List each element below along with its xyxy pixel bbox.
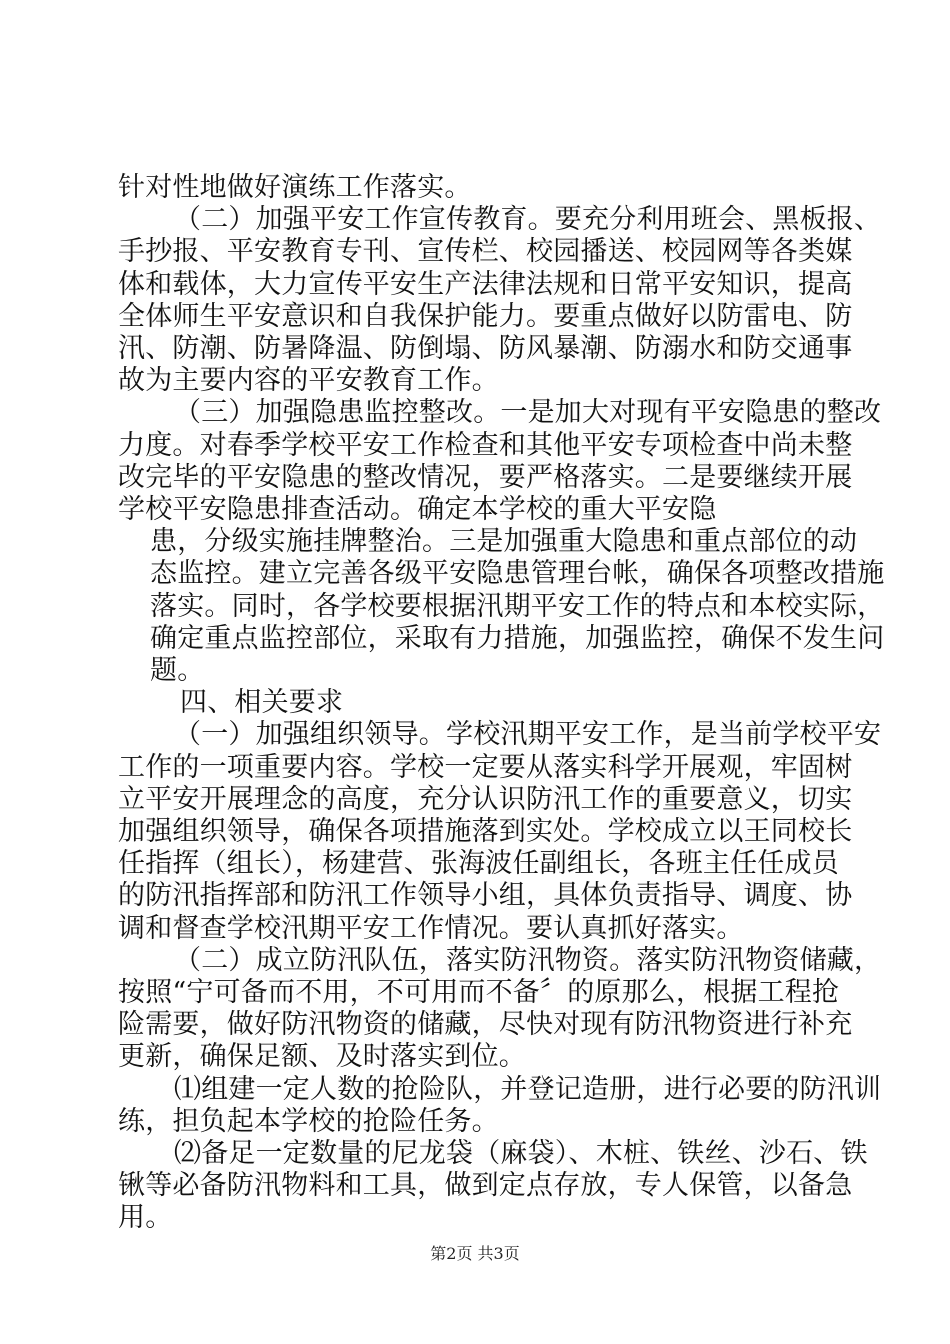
body-line: 练，担负起本学校的抢险任务。 (118, 1105, 499, 1137)
body-line: ⑴组建一定人数的抢险队，并登记造册，进行必要的防汛训 (174, 1073, 882, 1105)
body-line: 的防汛指挥部和防汛工作领导小组，具体负责指导、调度、协 (118, 880, 853, 912)
body-line: 汛、防潮、防暑降温、防倒塌、防风暴潮、防溺水和防交通事 (118, 333, 853, 364)
body-line: 全体师生平安意识和自我保护能力。要重点做好以防雷电、防 (118, 300, 853, 332)
body-line: 故为主要内容的平安教育工作。 (118, 365, 499, 397)
body-line: 立平安开展理念的高度，充分认识防汛工作的重要意义，切实 (118, 783, 853, 815)
body-line: 工作的一项重要内容。学校一定要从落实科学开展观，牢固树 (118, 751, 853, 783)
body-line: 态监控。建立完善各级平安隐患管理台帐，确保各项整改措施 (150, 558, 885, 590)
body-line: （一）加强组织领导。学校汛期平安工作，是当前学校平安 (174, 719, 882, 751)
body-line: 手抄报、平安教育专刊、宣传栏、校园播送、校园网等各类媒 (118, 236, 853, 268)
body-line: 任指挥（组长），杨建营、张海波任副组长，各班主任任成员 (118, 848, 839, 880)
section-heading: 四、相关要求 (180, 687, 344, 719)
body-line: 确定重点监控部位，采取有力措施，加强监控，确保不发生问 (150, 622, 885, 654)
body-line: 患，分级实施挂牌整治。三是加强重大隐患和重点部位的动 (150, 526, 858, 558)
body-line: 锹等必备防汛物料和工具，做到定点存放，专人保管，以备急 (118, 1170, 853, 1202)
body-line: （二）加强平安工作宣传教育。要充分利用班会、黑板报、 (174, 204, 882, 236)
body-line: （二）成立防汛队伍，落实防汛物资。落实防汛物资储藏， (174, 944, 882, 976)
body-line: 针对性地做好演练工作落实。 (118, 172, 472, 203)
body-line: ⑵备足一定数量的尼龙袋（麻袋）、木桩、铁丝、沙石、铁 (174, 1138, 868, 1169)
body-line: 学校平安隐患排查活动。确定本学校的重大平安隐 (118, 494, 717, 525)
body-line: 险需要，做好防汛物资的储藏，尽快对现有防汛物资进行补充 (118, 1009, 853, 1041)
body-line: 更新，确保足额、及时落实到位。 (118, 1041, 526, 1073)
body-line: （三）加强隐患监控整改。一是加大对现有平安隐患的整改 (174, 397, 882, 429)
body-line: 加强组织领导，确保各项措施落到实处。学校成立以王同校长 (118, 816, 853, 847)
body-line: 调和督查学校汛期平安工作情况。要认真抓好落实。 (118, 912, 744, 944)
page-number-footer: 第2页 共3页 (430, 1244, 520, 1263)
body-line: 按照“宁可备而不用，不可用而不备〞的原那么，根据工程抢 (118, 977, 840, 1008)
body-line: 体和载体，大力宣传平安生产法律法规和日常平安知识，提高 (118, 268, 853, 300)
body-line: 用。 (118, 1202, 173, 1234)
body-line: 落实。同时，各学校要根据汛期平安工作的特点和本校实际， (150, 590, 885, 622)
body-line: 题。 (150, 655, 205, 686)
body-line: 力度。对春季学校平安工作检查和其他平安专项检查中尚未整 (118, 429, 853, 461)
body-line: 改完毕的平安隐患的整改情况，要严格落实。二是要继续开展 (118, 461, 853, 493)
